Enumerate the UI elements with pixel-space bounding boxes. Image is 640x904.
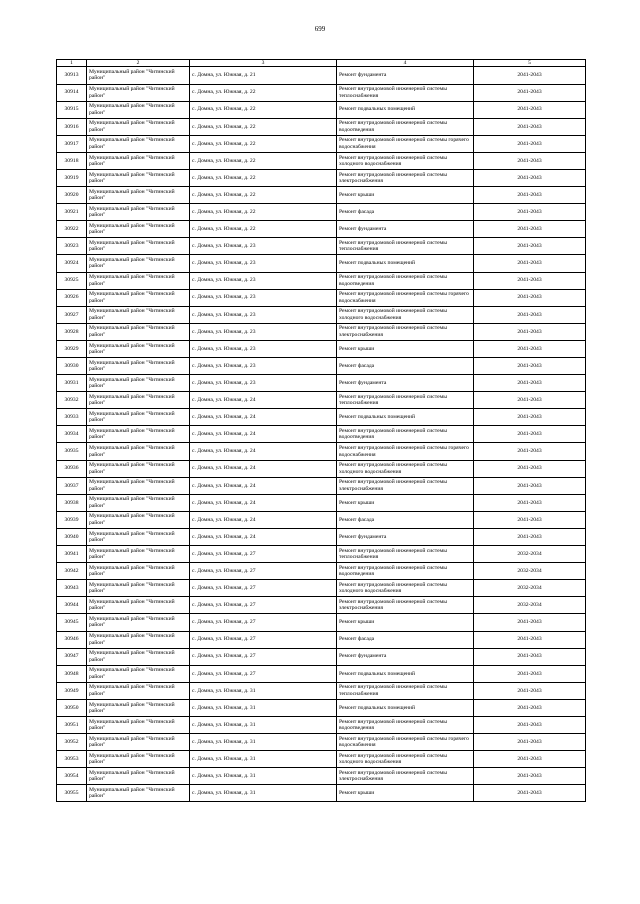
row-id-cell: 30941 (57, 546, 87, 563)
work-type-cell: Ремонт фундамента (337, 221, 474, 238)
work-type-cell: Ремонт внутридомовой инженерной системы водоотведения (337, 272, 474, 289)
period-cell: 2041-2043 (474, 734, 586, 751)
work-type-cell: Ремонт внутридомовой инженерной системы теплоснабжения (337, 84, 474, 101)
period-cell: 2041-2043 (474, 528, 586, 545)
municipality-cell: Муниципальный район "Читинский район" (87, 665, 190, 682)
period-cell: 2041-2043 (474, 67, 586, 84)
period-cell: 2041-2043 (474, 135, 586, 152)
municipality-cell: Муниципальный район "Читинский район" (87, 648, 190, 665)
row-id-cell: 30934 (57, 426, 87, 443)
address-cell: с. Домна, ул. Южная, д. 23 (190, 375, 337, 392)
municipality-cell: Муниципальный район "Читинский район" (87, 118, 190, 135)
row-id-cell: 30945 (57, 614, 87, 631)
municipality-cell: Муниципальный район "Читинский район" (87, 511, 190, 528)
row-id-cell: 30928 (57, 323, 87, 340)
period-cell: 2032-2034 (474, 546, 586, 563)
period-cell: 2041-2043 (474, 358, 586, 375)
municipality-cell: Муниципальный район "Читинский район" (87, 392, 190, 409)
period-cell: 2041-2043 (474, 255, 586, 272)
table-row (57, 477, 586, 494)
period-cell: 2041-2043 (474, 751, 586, 768)
address-cell: с. Домна, ул. Южная, д. 31 (190, 682, 337, 699)
table-row (57, 460, 586, 477)
work-type-cell: Ремонт фундамента (337, 648, 474, 665)
table-row (57, 101, 586, 118)
address-cell: с. Домна, ул. Южная, д. 22 (190, 118, 337, 135)
work-type-cell: Ремонт фундамента (337, 375, 474, 392)
table-row (57, 443, 586, 460)
work-type-cell: Ремонт внутридомовой инженерной системы электроснабжения (337, 169, 474, 186)
row-id-cell: 30933 (57, 409, 87, 426)
row-id-cell: 30955 (57, 785, 87, 802)
municipality-cell: Муниципальный район "Читинский район" (87, 477, 190, 494)
row-id-cell: 30924 (57, 255, 87, 272)
work-type-cell: Ремонт внутридомовой инженерной системы водоотведения (337, 716, 474, 733)
municipality-cell: Муниципальный район "Читинский район" (87, 375, 190, 392)
address-cell: с. Домна, ул. Южная, д. 22 (190, 221, 337, 238)
row-id-cell: 30952 (57, 734, 87, 751)
work-type-cell: Ремонт крыши (337, 340, 474, 357)
work-type-cell: Ремонт внутридомовой инженерной системы горячего водоснабжения (337, 289, 474, 306)
column-number: 4 (337, 60, 474, 67)
row-id-cell: 30914 (57, 84, 87, 101)
address-cell: с. Домна, ул. Южная, д. 27 (190, 597, 337, 614)
address-cell: с. Домна, ул. Южная, д. 23 (190, 238, 337, 255)
address-cell: с. Домна, ул. Южная, д. 23 (190, 306, 337, 323)
table-row (57, 426, 586, 443)
municipality-cell: Муниципальный район "Читинский район" (87, 546, 190, 563)
table-row (57, 255, 586, 272)
register-table (56, 59, 586, 802)
table-row (57, 187, 586, 204)
work-type-cell: Ремонт фундамента (337, 67, 474, 84)
work-type-cell: Ремонт внутридомовой инженерной системы электроснабжения (337, 477, 474, 494)
table-row (57, 84, 586, 101)
municipality-cell: Муниципальный район "Читинский район" (87, 306, 190, 323)
municipality-cell: Муниципальный район "Читинский район" (87, 580, 190, 597)
municipality-cell: Муниципальный район "Читинский район" (87, 426, 190, 443)
period-cell: 2041-2043 (474, 511, 586, 528)
work-type-cell: Ремонт фасада (337, 631, 474, 648)
row-id-cell: 30947 (57, 648, 87, 665)
work-type-cell: Ремонт фасада (337, 358, 474, 375)
municipality-cell: Муниципальный район "Читинский район" (87, 768, 190, 785)
work-type-cell: Ремонт подвальных помещений (337, 409, 474, 426)
address-cell: с. Домна, ул. Южная, д. 24 (190, 392, 337, 409)
work-type-cell: Ремонт фундамента (337, 528, 474, 545)
period-cell: 2041-2043 (474, 426, 586, 443)
period-cell: 2041-2043 (474, 477, 586, 494)
municipality-cell: Муниципальный район "Читинский район" (87, 238, 190, 255)
work-type-cell: Ремонт внутридомовой инженерной системы теплоснабжения (337, 238, 474, 255)
municipality-cell: Муниципальный район "Читинский район" (87, 84, 190, 101)
address-cell: с. Домна, ул. Южная, д. 27 (190, 631, 337, 648)
table-row (57, 358, 586, 375)
address-cell: с. Домна, ул. Южная, д. 27 (190, 614, 337, 631)
period-cell: 2041-2043 (474, 272, 586, 289)
address-cell: с. Домна, ул. Южная, д. 23 (190, 289, 337, 306)
period-cell: 2041-2043 (474, 614, 586, 631)
table-row (57, 494, 586, 511)
row-id-cell: 30931 (57, 375, 87, 392)
period-cell: 2041-2043 (474, 238, 586, 255)
work-type-cell: Ремонт фасада (337, 511, 474, 528)
work-type-cell: Ремонт внутридомовой инженерной системы холодного водоснабжения (337, 460, 474, 477)
address-cell: с. Домна, ул. Южная, д. 21 (190, 67, 337, 84)
row-id-cell: 30925 (57, 272, 87, 289)
table-row (57, 580, 586, 597)
municipality-cell: Муниципальный район "Читинский район" (87, 255, 190, 272)
work-type-cell: Ремонт внутридомовой инженерной системы водоотведения (337, 426, 474, 443)
work-type-cell: Ремонт крыши (337, 785, 474, 802)
address-cell: с. Домна, ул. Южная, д. 24 (190, 528, 337, 545)
work-type-cell: Ремонт крыши (337, 614, 474, 631)
table-row (57, 528, 586, 545)
table-row (57, 67, 586, 84)
work-type-cell: Ремонт внутридомовой инженерной системы горячего водоснабжения (337, 135, 474, 152)
address-cell: с. Домна, ул. Южная, д. 22 (190, 204, 337, 221)
address-cell: с. Домна, ул. Южная, д. 27 (190, 580, 337, 597)
period-cell: 2041-2043 (474, 409, 586, 426)
municipality-cell: Муниципальный район "Читинский район" (87, 563, 190, 580)
work-type-cell: Ремонт подвальных помещений (337, 101, 474, 118)
address-cell: с. Домна, ул. Южная, д. 27 (190, 563, 337, 580)
period-cell: 2041-2043 (474, 785, 586, 802)
work-type-cell: Ремонт внутридомовой инженерной системы холодного водоснабжения (337, 751, 474, 768)
column-number: 5 (474, 60, 586, 67)
row-id-cell: 30926 (57, 289, 87, 306)
table-row (57, 340, 586, 357)
page-number: 699 (314, 25, 326, 33)
address-cell: с. Домна, ул. Южная, д. 24 (190, 477, 337, 494)
table-row (57, 699, 586, 716)
table-row (57, 238, 586, 255)
table-row (57, 751, 586, 768)
table-row (57, 614, 586, 631)
table-row (57, 563, 586, 580)
address-cell: с. Домна, ул. Южная, д. 23 (190, 272, 337, 289)
work-type-cell: Ремонт внутридомовой инженерной системы электроснабжения (337, 323, 474, 340)
period-cell: 2041-2043 (474, 187, 586, 204)
table-row (57, 118, 586, 135)
period-cell: 2041-2043 (474, 682, 586, 699)
municipality-cell: Муниципальный район "Читинский район" (87, 67, 190, 84)
address-cell: с. Домна, ул. Южная, д. 27 (190, 648, 337, 665)
row-id-cell: 30929 (57, 340, 87, 357)
municipality-cell: Муниципальный район "Читинский район" (87, 152, 190, 169)
address-cell: с. Домна, ул. Южная, д. 23 (190, 255, 337, 272)
row-id-cell: 30927 (57, 306, 87, 323)
address-cell: с. Домна, ул. Южная, д. 22 (190, 84, 337, 101)
table-row (57, 152, 586, 169)
work-type-cell: Ремонт подвальных помещений (337, 665, 474, 682)
period-cell: 2041-2043 (474, 631, 586, 648)
municipality-cell: Муниципальный район "Читинский район" (87, 409, 190, 426)
address-cell: с. Домна, ул. Южная, д. 22 (190, 187, 337, 204)
table-row (57, 768, 586, 785)
table-row (57, 306, 586, 323)
table-row (57, 221, 586, 238)
column-number: 3 (190, 60, 337, 67)
table-row (57, 631, 586, 648)
table-row (57, 511, 586, 528)
address-cell: с. Домна, ул. Южная, д. 24 (190, 460, 337, 477)
address-cell: с. Домна, ул. Южная, д. 22 (190, 135, 337, 152)
period-cell: 2041-2043 (474, 221, 586, 238)
work-type-cell: Ремонт внутридомовой инженерной системы холодного водоснабжения (337, 306, 474, 323)
row-id-cell: 30936 (57, 460, 87, 477)
work-type-cell: Ремонт внутридомовой инженерной системы теплоснабжения (337, 682, 474, 699)
municipality-cell: Муниципальный район "Читинский район" (87, 785, 190, 802)
municipality-cell: Муниципальный район "Читинский район" (87, 631, 190, 648)
period-cell: 2041-2043 (474, 665, 586, 682)
work-type-cell: Ремонт внутридомовой инженерной системы теплоснабжения (337, 392, 474, 409)
address-cell: с. Домна, ул. Южная, д. 31 (190, 716, 337, 733)
row-id-cell: 30948 (57, 665, 87, 682)
row-id-cell: 30915 (57, 101, 87, 118)
address-cell: с. Домна, ул. Южная, д. 27 (190, 546, 337, 563)
municipality-cell: Муниципальный район "Читинский район" (87, 101, 190, 118)
row-id-cell: 30932 (57, 392, 87, 409)
work-type-cell: Ремонт крыши (337, 494, 474, 511)
row-id-cell: 30937 (57, 477, 87, 494)
municipality-cell: Муниципальный район "Читинский район" (87, 135, 190, 152)
work-type-cell: Ремонт фасада (337, 204, 474, 221)
address-cell: с. Домна, ул. Южная, д. 24 (190, 426, 337, 443)
row-id-cell: 30938 (57, 494, 87, 511)
period-cell: 2041-2043 (474, 289, 586, 306)
work-type-cell: Ремонт внутридомовой инженерной системы теплоснабжения (337, 546, 474, 563)
period-cell: 2041-2043 (474, 699, 586, 716)
period-cell: 2041-2043 (474, 306, 586, 323)
row-id-cell: 30942 (57, 563, 87, 580)
municipality-cell: Муниципальный район "Читинский район" (87, 169, 190, 186)
work-type-cell: Ремонт внутридомовой инженерной системы электроснабжения (337, 597, 474, 614)
address-cell: с. Домна, ул. Южная, д. 31 (190, 785, 337, 802)
table-row (57, 392, 586, 409)
municipality-cell: Муниципальный район "Читинский район" (87, 528, 190, 545)
column-number: 2 (87, 60, 190, 67)
table-row (57, 597, 586, 614)
work-type-cell: Ремонт крыши (337, 187, 474, 204)
period-cell: 2041-2043 (474, 118, 586, 135)
row-id-cell: 30917 (57, 135, 87, 152)
row-id-cell: 30919 (57, 169, 87, 186)
row-id-cell: 30944 (57, 597, 87, 614)
table-row (57, 734, 586, 751)
municipality-cell: Муниципальный район "Читинский район" (87, 340, 190, 357)
row-id-cell: 30913 (57, 67, 87, 84)
period-cell: 2041-2043 (474, 101, 586, 118)
table-row (57, 323, 586, 340)
address-cell: с. Домна, ул. Южная, д. 31 (190, 734, 337, 751)
period-cell: 2041-2043 (474, 648, 586, 665)
table-row (57, 785, 586, 802)
work-type-cell: Ремонт внутридомовой инженерной системы водоотведения (337, 118, 474, 135)
row-id-cell: 30943 (57, 580, 87, 597)
municipality-cell: Муниципальный район "Читинский район" (87, 323, 190, 340)
period-cell: 2041-2043 (474, 152, 586, 169)
municipality-cell: Муниципальный район "Читинский район" (87, 221, 190, 238)
address-cell: с. Домна, ул. Южная, д. 23 (190, 358, 337, 375)
table-row (57, 716, 586, 733)
municipality-cell: Муниципальный район "Читинский район" (87, 614, 190, 631)
municipality-cell: Муниципальный район "Читинский район" (87, 699, 190, 716)
period-cell: 2041-2043 (474, 443, 586, 460)
address-cell: с. Домна, ул. Южная, д. 23 (190, 340, 337, 357)
row-id-cell: 30916 (57, 118, 87, 135)
column-number: 1 (57, 60, 87, 67)
table-row (57, 546, 586, 563)
row-id-cell: 30954 (57, 768, 87, 785)
period-cell: 2041-2043 (474, 84, 586, 101)
work-type-cell: Ремонт внутридомовой инженерной системы горячего водоснабжения (337, 443, 474, 460)
municipality-cell: Муниципальный район "Читинский район" (87, 716, 190, 733)
municipality-cell: Муниципальный район "Читинский район" (87, 682, 190, 699)
period-cell: 2032-2034 (474, 580, 586, 597)
row-id-cell: 30940 (57, 528, 87, 545)
period-cell: 2041-2043 (474, 494, 586, 511)
table-row (57, 648, 586, 665)
municipality-cell: Муниципальный район "Читинский район" (87, 358, 190, 375)
row-id-cell: 30922 (57, 221, 87, 238)
table-row (57, 375, 586, 392)
period-cell: 2041-2043 (474, 768, 586, 785)
table-row (57, 289, 586, 306)
row-id-cell: 30950 (57, 699, 87, 716)
period-cell: 2041-2043 (474, 204, 586, 221)
work-type-cell: Ремонт внутридомовой инженерной системы электроснабжения (337, 768, 474, 785)
table-row (57, 409, 586, 426)
period-cell: 2041-2043 (474, 392, 586, 409)
municipality-cell: Муниципальный район "Читинский район" (87, 751, 190, 768)
address-cell: с. Домна, ул. Южная, д. 31 (190, 699, 337, 716)
municipality-cell: Муниципальный район "Читинский район" (87, 460, 190, 477)
row-id-cell: 30921 (57, 204, 87, 221)
address-cell: с. Домна, ул. Южная, д. 24 (190, 494, 337, 511)
period-cell: 2032-2034 (474, 563, 586, 580)
row-id-cell: 30946 (57, 631, 87, 648)
address-cell: с. Домна, ул. Южная, д. 24 (190, 511, 337, 528)
address-cell: с. Домна, ул. Южная, д. 24 (190, 409, 337, 426)
work-type-cell: Ремонт внутридомовой инженерной системы горячего водоснабжения (337, 734, 474, 751)
table-row (57, 204, 586, 221)
municipality-cell: Муниципальный район "Читинский район" (87, 204, 190, 221)
row-id-cell: 30923 (57, 238, 87, 255)
work-type-cell: Ремонт подвальных помещений (337, 255, 474, 272)
row-id-cell: 30920 (57, 187, 87, 204)
row-id-cell: 30918 (57, 152, 87, 169)
register-table-body (57, 60, 586, 802)
work-type-cell: Ремонт подвальных помещений (337, 699, 474, 716)
municipality-cell: Муниципальный район "Читинский район" (87, 494, 190, 511)
municipality-cell: Муниципальный район "Читинский район" (87, 187, 190, 204)
period-cell: 2032-2034 (474, 597, 586, 614)
table-row (57, 665, 586, 682)
address-cell: с. Домна, ул. Южная, д. 23 (190, 323, 337, 340)
address-cell: с. Домна, ул. Южная, д. 22 (190, 101, 337, 118)
address-cell: с. Домна, ул. Южная, д. 22 (190, 169, 337, 186)
work-type-cell: Ремонт внутридомовой инженерной системы холодного водоснабжения (337, 152, 474, 169)
work-type-cell: Ремонт внутридомовой инженерной системы водоотведения (337, 563, 474, 580)
period-cell: 2041-2043 (474, 169, 586, 186)
row-id-cell: 30939 (57, 511, 87, 528)
table-row (57, 135, 586, 152)
period-cell: 2041-2043 (474, 323, 586, 340)
period-cell: 2041-2043 (474, 460, 586, 477)
row-id-cell: 30949 (57, 682, 87, 699)
table-row (57, 169, 586, 186)
address-cell: с. Домна, ул. Южная, д. 27 (190, 665, 337, 682)
municipality-cell: Муниципальный район "Читинский район" (87, 734, 190, 751)
address-cell: с. Домна, ул. Южная, д. 31 (190, 751, 337, 768)
municipality-cell: Муниципальный район "Читинский район" (87, 289, 190, 306)
work-type-cell: Ремонт внутридомовой инженерной системы холодного водоснабжения (337, 580, 474, 597)
address-cell: с. Домна, ул. Южная, д. 31 (190, 768, 337, 785)
municipality-cell: Муниципальный район "Читинский район" (87, 443, 190, 460)
municipality-cell: Муниципальный район "Читинский район" (87, 272, 190, 289)
row-id-cell: 30951 (57, 716, 87, 733)
period-cell: 2041-2043 (474, 340, 586, 357)
period-cell: 2041-2043 (474, 375, 586, 392)
address-cell: с. Домна, ул. Южная, д. 22 (190, 152, 337, 169)
address-cell: с. Домна, ул. Южная, д. 24 (190, 443, 337, 460)
period-cell: 2041-2043 (474, 716, 586, 733)
table-row (57, 272, 586, 289)
table-row (57, 682, 586, 699)
municipality-cell: Муниципальный район "Читинский район" (87, 597, 190, 614)
row-id-cell: 30935 (57, 443, 87, 460)
row-id-cell: 30930 (57, 358, 87, 375)
column-number-row (57, 60, 586, 67)
row-id-cell: 30953 (57, 751, 87, 768)
